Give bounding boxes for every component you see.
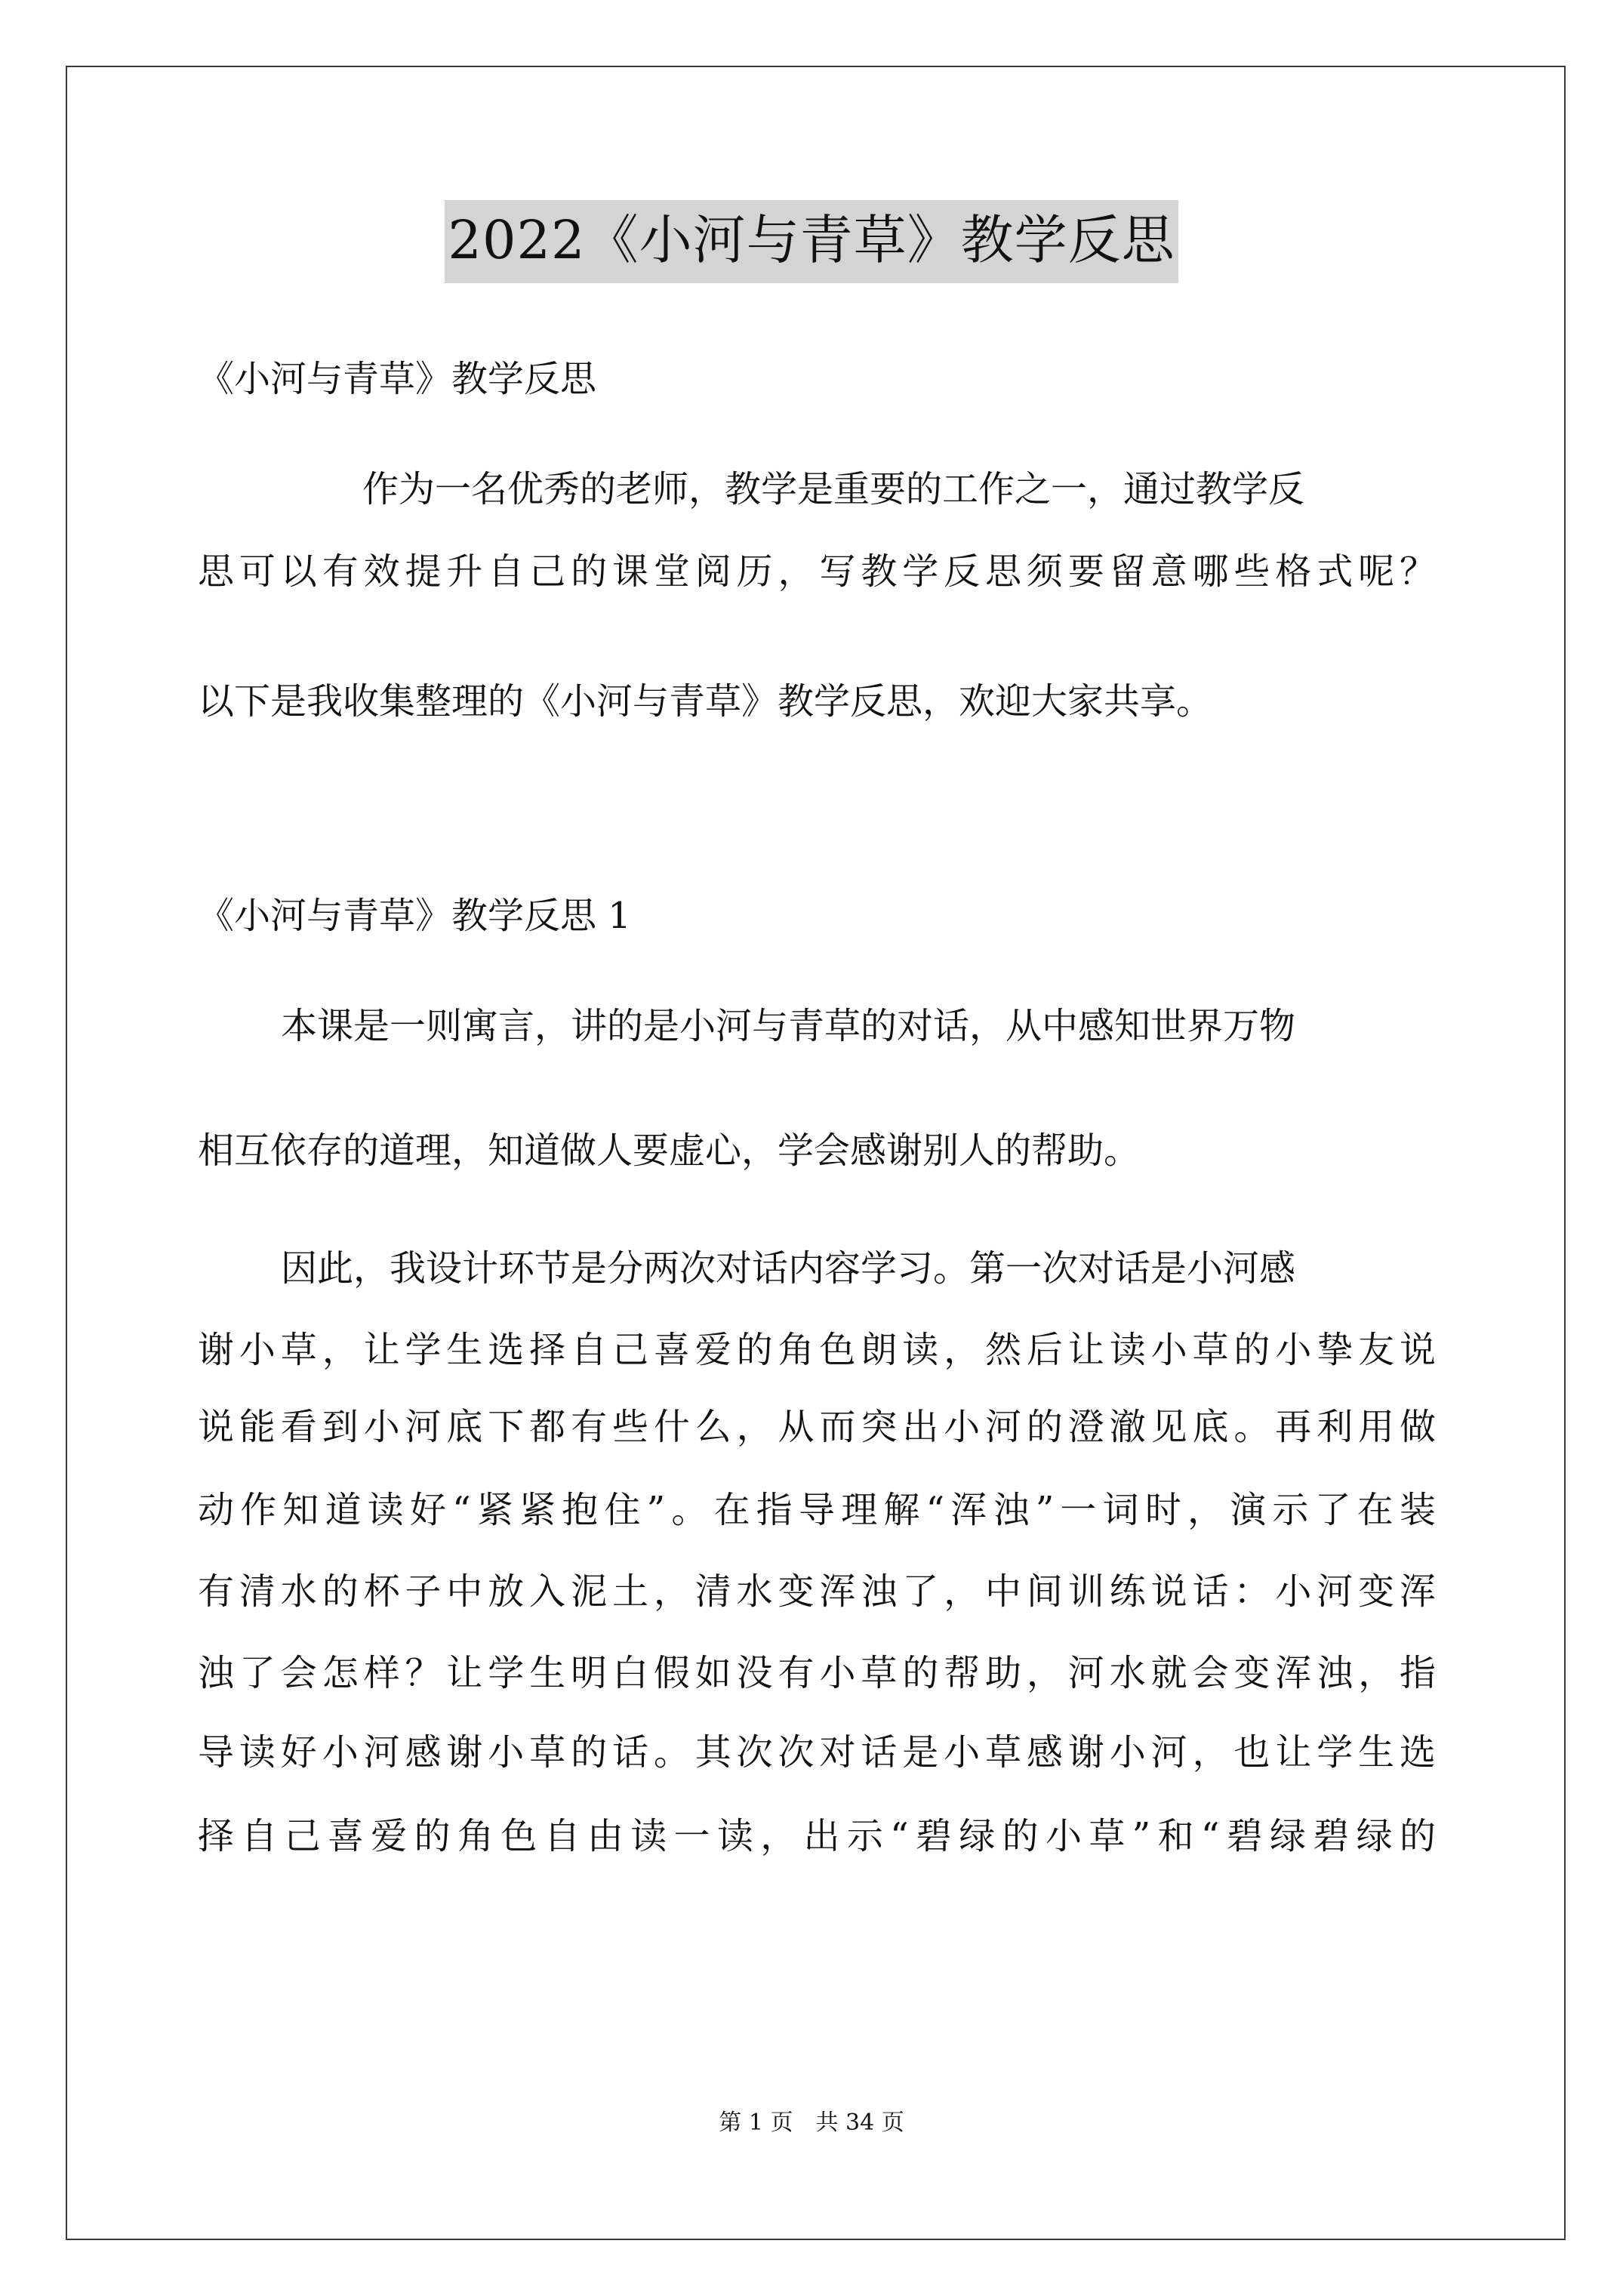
paragraph-line: 浊了会怎样？让学生明白假如没有小草的帮助，河水就会变浑浊，指 [198,1652,1436,1694]
section-heading: 《小河与青草》教学反思 1 [198,895,631,937]
intro-line: 思可以有效提升自己的课堂阅历，写教学反思须要留意哪些格式呢？ [198,550,1436,593]
paragraph-line: 谢小草，让学生选择自己喜爱的角色朗读，然后让读小草的小挚友说 [198,1329,1436,1371]
paragraph-line: 有清水的杯子中放入泥土，清水变浑浊了，中间训练说话：小河变浑 [198,1570,1436,1613]
paragraph-line: 动作知道读好“紧紧抱住”。在指导理解“浑浊”一词时，演示了在装 [198,1489,1436,1531]
paragraph-line: 择自己喜爱的角色自由读一读，出示“碧绿的小草”和“碧绿碧绿的 [198,1815,1436,1857]
intro-line: 作为一名优秀的老师，教学是重要的工作之一，通过教学反 [362,468,1305,510]
paragraph-line: 因此，我设计环节是分两次对话内容学习。第一次对话是小河感 [281,1247,1296,1290]
title-wrap [0,200,1623,283]
paragraph-line: 导读好小河感谢小草的话。其次次对话是小草感谢小河，也让学生选 [198,1731,1436,1774]
paragraph-line: 相互依存的道理，知道做人要虚心，学会感谢别人的帮助。 [198,1130,1141,1172]
paragraph-line: 说能看到小河底下都有些什么，从而突出小河的澄澈见底。再利用做 [198,1406,1436,1448]
subtitle: 《小河与青草》教学反思 [198,358,597,400]
paragraph-line: 本课是一则寓言，讲的是小河与青草的对话，从中感知世界万物 [281,1005,1296,1047]
intro-line: 以下是我收集整理的《小河与青草》教学反思，欢迎大家共享。 [198,680,1213,723]
document-title: 2022《小河与青草》教学反思 [445,200,1178,283]
page-footer: 第 1 页 共 34 页 [719,2110,904,2136]
